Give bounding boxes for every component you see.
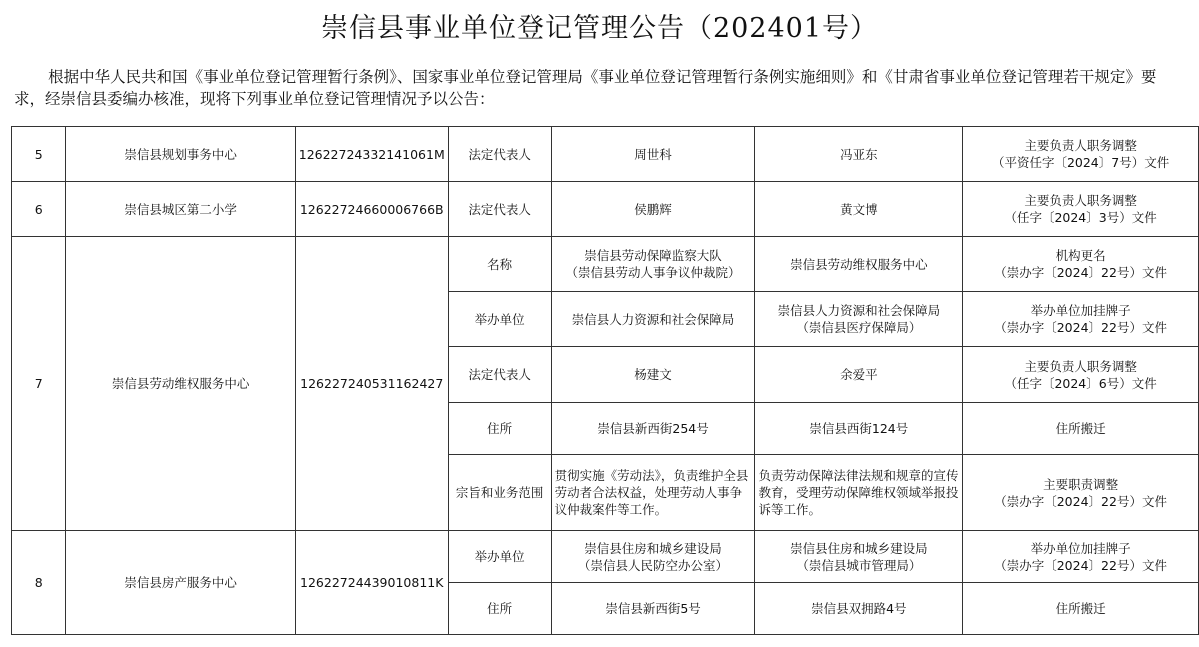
unit-code: 126227240531162427	[295, 237, 448, 531]
after-value	[755, 292, 963, 347]
before-value: 周世科	[551, 127, 755, 182]
change-item: 法定代表人	[448, 182, 551, 237]
before-line: （崇信县劳动人事争议仲裁院）	[565, 265, 741, 280]
change-reason: 住所搬迁	[963, 403, 1199, 455]
unit-code: 12622724439010811K	[295, 531, 448, 635]
after-value: 崇信县西街124号	[755, 403, 963, 455]
table-row	[12, 127, 1199, 182]
change-item: 举办单位	[448, 292, 551, 347]
after-value: 崇信县双拥路4号	[755, 583, 963, 635]
after-value	[755, 237, 963, 292]
row-number: 8	[12, 531, 66, 635]
before-value: 贯彻实施《劳动法》，负责维护全县劳动者合法权益，处理劳动人事争议仲裁案件等工作。	[551, 455, 755, 531]
before-value: 侯鹏辉	[551, 182, 755, 237]
before-line: 崇信县劳动保障监察大队	[584, 248, 722, 263]
unit-name: 崇信县房产服务中心	[66, 531, 295, 635]
unit-name: 崇信县城区第二小学	[66, 182, 295, 237]
reason-doc: （崇办字〔2024〕22号）文件	[994, 493, 1167, 509]
after-line: （崇信县医疗保障局）	[796, 320, 922, 335]
after-line: 崇信县劳动维权服务中心	[790, 256, 928, 272]
reason-doc: （崇办字〔2024〕22号）文件	[994, 265, 1167, 280]
reason-doc: （任字〔2024〕3号）文件	[1004, 210, 1157, 225]
reason-text: 主要负责人职务调整	[1024, 358, 1137, 374]
change-reason	[963, 237, 1199, 292]
registration-table	[11, 126, 1199, 635]
row-number: 6	[12, 182, 66, 237]
reason-doc: （崇办字〔2024〕22号）文件	[994, 557, 1167, 573]
change-item: 法定代表人	[448, 347, 551, 403]
change-item: 名称	[448, 237, 551, 292]
row-number: 7	[12, 237, 66, 531]
before-value	[551, 531, 755, 583]
reason-text: 举办单位加挂牌子	[1030, 303, 1131, 318]
reason-text: 举办单位加挂牌子	[1030, 540, 1131, 556]
before-value: 崇信县新西街254号	[551, 403, 755, 455]
reason-doc: （平资任字〔2024〕7号）文件	[991, 155, 1170, 170]
table-row	[12, 531, 1199, 583]
unit-code: 12622724660006766B	[295, 182, 448, 237]
change-item: 举办单位	[448, 531, 551, 583]
change-reason	[963, 127, 1199, 182]
row-number: 5	[12, 127, 66, 182]
reason-text: 主要负责人职务调整	[1024, 138, 1137, 153]
before-line: 崇信县人力资源和社会保障局	[571, 311, 735, 327]
change-reason	[963, 347, 1199, 403]
after-value: 负责劳动保障法律法规和规章的宣传教育，受理劳动保障维权领域举报投诉等工作。	[755, 455, 963, 531]
unit-name: 崇信县劳动维权服务中心	[66, 237, 295, 531]
table-row	[12, 182, 1199, 237]
change-reason: 住所搬迁	[963, 583, 1199, 635]
intro-paragraph: 根据中华人民共和国《事业单位登记管理暂行条例》、国家事业单位登记管理局《事业单位登记管理暂行条例实施细则》和《甘肃省事业单位登记管理若干规定》要求，经崇信县委编办核准，现将下列事业单位登记管理情况予以公告：	[14, 68, 1157, 108]
unit-code: 12622724332141061M	[295, 127, 448, 182]
reason-doc: （崇办字〔2024〕22号）文件	[994, 320, 1167, 335]
page-title: 崇信县事业单位登记管理公告（202401号）	[320, 13, 879, 44]
before-value	[551, 292, 755, 347]
after-value: 黄文博	[755, 182, 963, 237]
before-value	[551, 237, 755, 292]
change-item: 宗旨和业务范围	[448, 455, 551, 531]
reason-text: 主要负责人职务调整	[1024, 193, 1137, 208]
table-row	[12, 237, 1199, 292]
before-line: 崇信县住房和城乡建设局	[584, 540, 722, 556]
after-line: 崇信县住房和城乡建设局	[790, 540, 928, 556]
reason-text: 主要职责调整	[1043, 476, 1119, 492]
reason-doc: （任字〔2024〕6号）文件	[1004, 375, 1157, 391]
change-reason	[963, 292, 1199, 347]
change-item: 法定代表人	[448, 127, 551, 182]
change-item: 住所	[448, 583, 551, 635]
reason-text: 机构更名	[1055, 248, 1106, 263]
after-line: 崇信县人力资源和社会保障局	[777, 303, 941, 318]
change-reason	[963, 531, 1199, 583]
after-line: （崇信县城市管理局）	[796, 557, 922, 573]
change-reason	[963, 182, 1199, 237]
before-value: 杨建文	[551, 347, 755, 403]
after-value: 冯亚东	[755, 127, 963, 182]
before-line: （崇信县人民防空办公室）	[578, 557, 729, 573]
unit-name: 崇信县规划事务中心	[66, 127, 295, 182]
change-item: 住所	[448, 403, 551, 455]
after-value: 余爱平	[755, 347, 963, 403]
after-value	[755, 531, 963, 583]
change-reason	[963, 455, 1199, 531]
before-value: 崇信县新西街5号	[551, 583, 755, 635]
